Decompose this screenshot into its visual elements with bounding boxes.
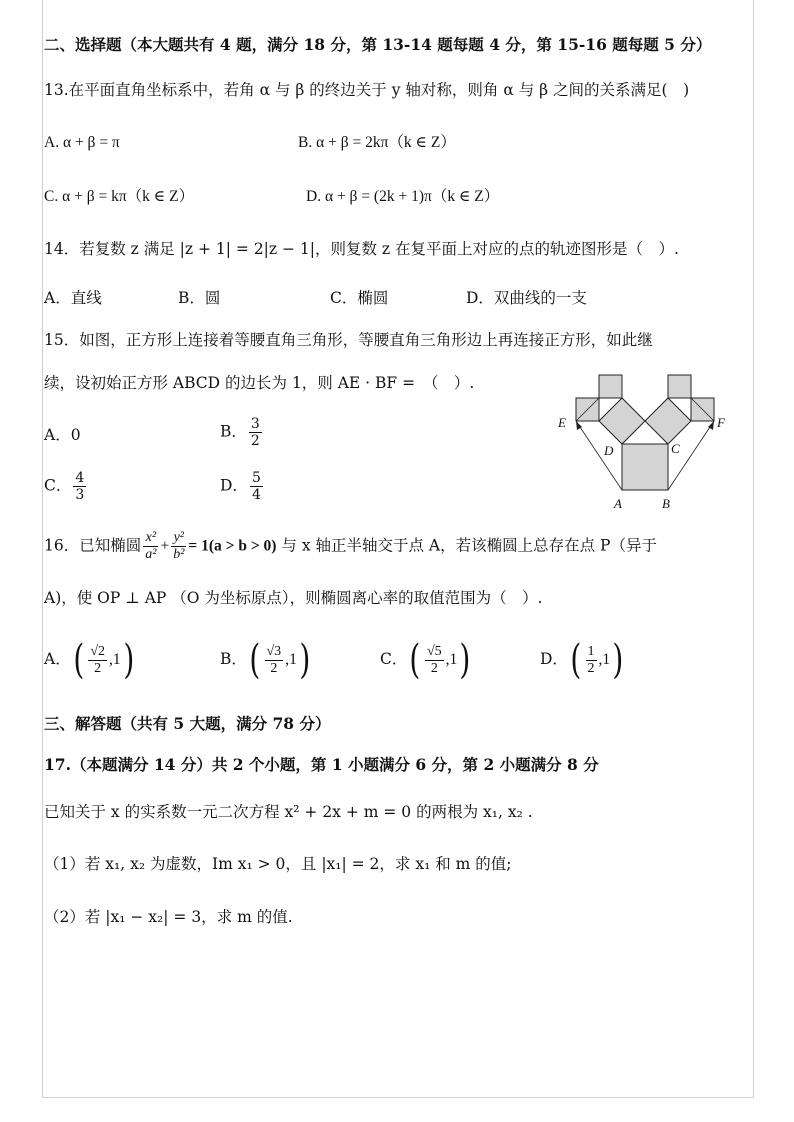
label-d: D — [604, 443, 614, 458]
q17-part2: （2）若 |x₁ − x₂| = 3，求 m 的值. — [44, 908, 293, 926]
q15-option-b-label: B． — [220, 422, 247, 441]
label-e: E — [558, 415, 566, 430]
q13-option-c: C. α + β = kπ（k ∈ Z） — [44, 188, 195, 205]
q15-option-c — [44, 470, 88, 503]
section3-heading: 三、解答题（共有 5 大题，满分 78 分） — [44, 714, 331, 733]
q16-option-b-label: B． — [220, 650, 247, 668]
q15-option-d — [220, 470, 265, 503]
q15-option-c-numerator: 4 — [75, 470, 85, 486]
small-square-left-top — [599, 375, 622, 398]
q15-option-a-value: 0 — [70, 426, 81, 444]
q16-stem-line2: A)，使 OP ⊥ AP （O 为坐标原点），则椭圆离心率的取值范围为（ ）. — [44, 589, 543, 607]
q16-option-c-denominator: 2 — [430, 660, 438, 676]
q15-option-c-label: C． — [44, 476, 72, 495]
ellipse-x-numerator: x² — [143, 530, 158, 547]
label-a: A — [614, 496, 622, 511]
q15-option-b-numerator: 3 — [250, 416, 260, 432]
q15-option-b-denominator: 2 — [250, 433, 260, 449]
section2-heading: 二、选择题（本大题共有 4 题，满分 18 分，第 13-14 题每题 4 分，第 15-16 题每题 5 分） — [44, 35, 712, 54]
q17-stem: 已知关于 x 的实系数一元二次方程 x² + 2x + m = 0 的两根为 x₁, x₂ . — [44, 803, 533, 821]
small-square-right-top — [668, 375, 691, 398]
q16-option-a-denominator: 2 — [94, 660, 102, 676]
q16-option-c-end: ,1 — [445, 651, 458, 668]
right-tilted-square — [645, 398, 691, 444]
q14-option-a: A．直线 — [44, 289, 102, 307]
q15-option-d-label: D． — [220, 476, 248, 495]
q16-option-d-label: D． — [540, 650, 568, 668]
label-b: B — [662, 496, 670, 511]
q16-stem-prefix: 16．已知椭圆 — [44, 536, 142, 555]
ellipse-y-denominator: b² — [173, 547, 185, 562]
q15-stem-line2: 续，设初始正方形 ABCD 的边长为 1，则 AE · BF = （ ）. — [44, 374, 475, 392]
q13-stem: 13.在平面直角坐标系中，若角 α 与 β 的终边关于 y 轴对称，则角 α 与 β 之间的关系满足( ) — [44, 81, 690, 99]
q16-option-b-end: ,1 — [285, 651, 297, 668]
q16-option-d-end: ,1 — [598, 651, 611, 668]
q15-option-b — [220, 416, 264, 449]
q13-option-b: B. α + β = 2kπ（k ∈ Z） — [298, 134, 456, 151]
ellipse-y-numerator: y² — [171, 530, 186, 547]
ellipse-x-denominator: a² — [145, 547, 157, 562]
square-abcd — [622, 444, 668, 490]
q16-option-a-end: ,1 — [109, 651, 121, 668]
q16-stem-suffix: 与 x 轴正半轴交于点 A，若该椭圆上总存在点 P（异于 — [281, 536, 657, 555]
label-c: C — [671, 441, 680, 456]
label-f: F — [717, 415, 725, 430]
q17-heading: 17.（本题满分 14 分）共 2 个小题，第 1 小题满分 6 分，第 2 小题满分 8 分 — [44, 755, 599, 774]
q16-option-c: C．( $\frac{√5}{2}$ ,1) — [380, 637, 471, 683]
q15-option-c-denominator: 3 — [75, 487, 85, 503]
q14-stem: 14．若复数 z 满足 |z + 1| = 2|z − 1|，则复数 z 在复平面上对应的点的轨迹图形是（ ）. — [44, 240, 679, 258]
q16-option-d: D．( $\frac{1}{2}$ ,1) — [540, 637, 624, 683]
q16-option-b-denominator: 2 — [270, 660, 278, 676]
q14-option-c: C．椭圆 — [330, 289, 389, 307]
q16-option-a-label: A． — [44, 650, 71, 668]
q13-option-a: A. α + β = π — [44, 134, 120, 151]
q15-option-d-denominator: 4 — [251, 487, 261, 503]
q16-option-b-numerator: √3 — [266, 643, 282, 659]
q16-option-c-label: C． — [380, 650, 408, 668]
q15-option-a-label: A． — [44, 426, 71, 444]
q13-option-d: D. α + β = (2k + 1)π（k ∈ Z） — [306, 188, 500, 205]
q14-option-d: D．双曲线的一支 — [466, 289, 587, 307]
ellipse-condition: = 1(a > b > 0) — [188, 537, 277, 555]
q16-option-c-numerator: √5 — [426, 643, 442, 659]
q15-stem-line1: 15．如图，正方形上连接着等腰直角三角形，等腰直角三角形边上再连接正方形，如此继 — [44, 331, 653, 349]
q15-option-a — [44, 424, 81, 446]
q16-option-d-denominator: 2 — [587, 660, 595, 676]
q15-square-triangle-figure — [556, 372, 726, 514]
q14-option-b: B．圆 — [178, 289, 221, 307]
q16-option-d-numerator: 1 — [587, 643, 595, 659]
q15-option-d-numerator: 5 — [251, 470, 261, 486]
q17-part1: （1）若 x₁, x₂ 为虚数，Im x₁ > 0，且 |x₁| = 2，求 x₁ 和 m 的值; — [44, 855, 512, 873]
left-tilted-square — [599, 398, 645, 444]
q16-option-a: A．( $\frac{√2}{2}$ ,1) — [44, 637, 134, 683]
q16-stem-line1: 16．已知椭圆 $\frac{\text{x²}}{\text{a²}}$ + $\frac{\text{y²}}{\text{b²}}$ = 1(a > b > 0) 与 x 轴正半轴交于点 A，若该椭圆上总存在点 P（异于 — [44, 530, 657, 562]
q16-option-b: B．( $\frac{√3}{2}$ ,1) — [220, 637, 311, 683]
q16-option-a-numerator: √2 — [90, 643, 105, 659]
